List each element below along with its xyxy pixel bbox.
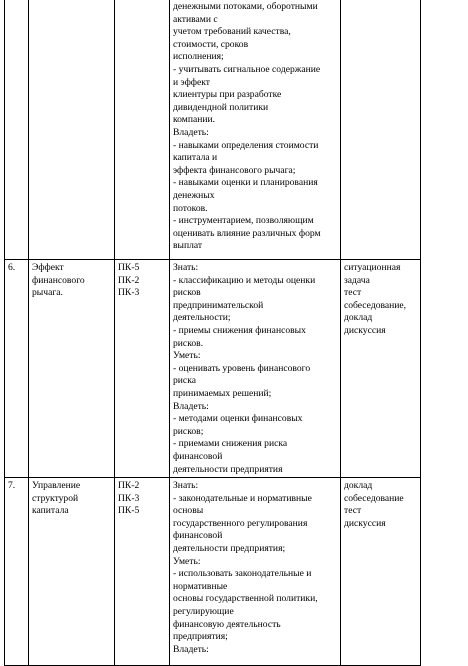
assessment-forms-cell-line: доклад <box>344 480 373 491</box>
assessment-forms-cell-line: дискуссия <box>344 324 386 336</box>
learning-results-cell-line: - оценивать уровень финансового <box>173 362 311 374</box>
row-number <box>5 0 29 260</box>
competencies-cell-line: ПК-2 <box>118 274 140 286</box>
topic-cell <box>29 0 115 260</box>
learning-results-cell-line: деятельности; <box>173 312 231 324</box>
learning-results-cell-line: - приемами снижения риска <box>173 438 288 450</box>
competencies-cell-line: ПК-5 <box>118 505 140 517</box>
learning-results-cell-line: деятельности предприятия <box>173 463 283 475</box>
learning-results-cell <box>170 0 341 260</box>
learning-results-cell-line: - методами оценки финансовых <box>173 413 303 425</box>
topic-cell-line: рычага. <box>32 287 63 299</box>
competencies-cell <box>115 478 170 666</box>
topic-cell-line: структурой <box>32 492 79 504</box>
assessment-forms-cell-line: собеседование <box>344 492 404 504</box>
learning-results-cell-line: риска <box>173 375 196 387</box>
assessment-forms-cell-line: тест <box>344 505 362 517</box>
learning-results-cell-line: деятельности предприятия; <box>173 542 286 554</box>
learning-results-cell-line: компании. <box>173 114 216 126</box>
assessment-forms-cell-line: собеседование, <box>344 299 407 311</box>
learning-results-cell <box>170 478 341 666</box>
assessment-forms-cell <box>341 0 421 260</box>
learning-results-cell-line: нормативные <box>173 580 228 592</box>
table-row <box>5 260 421 478</box>
topic-cell <box>29 260 115 478</box>
table-body <box>5 0 421 666</box>
learning-results-cell-line: Владеть: <box>173 643 209 655</box>
learning-results-cell-line: капитала и <box>173 152 218 164</box>
learning-results-cell-line: Уметь: <box>173 555 201 567</box>
topic-cell-line: капитала <box>32 505 69 517</box>
learning-results-cell-line: рисков <box>173 287 201 299</box>
learning-results-cell-line: потоков. <box>173 202 208 214</box>
learning-results-cell-line: рисков; <box>173 425 204 437</box>
learning-results-cell-line: Владеть: <box>173 126 209 138</box>
competencies-cell-line: ПК-3 <box>118 287 140 299</box>
competencies-cell-line: ПК-5 <box>118 262 140 273</box>
row-number <box>5 260 29 478</box>
learning-results-cell-line: Уметь: <box>173 350 201 362</box>
assessment-forms-cell-line: задача <box>344 274 370 286</box>
learning-results-cell-line: дивидендной политики <box>173 101 269 113</box>
learning-results-cell-line: предприятия; <box>173 631 228 643</box>
learning-results-cell-line: выплат <box>173 240 203 252</box>
assessment-forms-cell <box>341 478 421 666</box>
learning-results-cell-line: - классификацию и методы оценки <box>173 274 316 286</box>
assessment-forms-cell <box>341 260 421 478</box>
learning-results-cell-line: - навыками определения стоимости <box>173 139 319 151</box>
topic-cell <box>29 478 115 666</box>
learning-results-cell-line: клиентуры при разработке <box>173 89 282 101</box>
competencies-cell-line: ПК-3 <box>118 492 140 504</box>
learning-results-cell-line: - законодательные и нормативные <box>173 492 312 504</box>
learning-results-cell-line: и эффект <box>173 76 210 88</box>
competencies-cell <box>115 0 170 260</box>
learning-results-cell-line: финансовой <box>173 450 223 462</box>
learning-results-cell-line: предпринимательской <box>173 299 264 311</box>
learning-results-cell-line: Знать: <box>173 480 199 491</box>
learning-results-cell-line: финансовой <box>173 530 223 542</box>
assessment-forms-cell-line: доклад <box>344 312 373 324</box>
assessment-forms-cell-line: тест <box>344 287 362 299</box>
table-row <box>5 0 421 260</box>
learning-results-cell-line: основы государственной политики, <box>173 593 318 605</box>
learning-results-cell-line: регулирующие <box>173 605 234 617</box>
learning-results-cell-line: исполнения; <box>173 51 224 63</box>
assessment-forms-cell-line: дискуссия <box>344 517 386 529</box>
learning-results-cell-line: - приемы снижения финансовых <box>173 324 306 336</box>
learning-results-cell-line: денежными потоками, оборотными <box>173 1 318 12</box>
row-number-text: 6. <box>8 262 16 273</box>
learning-results-cell-line: эффекта финансового рычага; <box>173 164 296 176</box>
learning-results-cell-line: оценивать влияние различных форм <box>173 227 321 239</box>
learning-results-cell-line: Владеть: <box>173 400 209 412</box>
competencies-cell-line: ПК-2 <box>118 480 140 491</box>
topic-cell-line: Управление <box>32 480 81 491</box>
learning-results-cell <box>170 260 341 478</box>
competencies-cell <box>115 260 170 478</box>
table-row <box>5 478 421 666</box>
learning-results-cell-line: финансовую деятельность <box>173 618 281 630</box>
learning-results-cell-line: денежных <box>173 189 215 201</box>
learning-results-cell-line: - учитывать сигнальное содержание <box>173 63 321 75</box>
learning-results-cell-line: основы <box>173 505 204 517</box>
learning-results-cell-line: государственного регулирования <box>173 517 308 529</box>
learning-results-cell-line: стоимости, сроков <box>173 38 249 50</box>
assessment-forms-cell-line: ситуационная <box>344 262 401 273</box>
learning-results-cell-line: активами с <box>173 13 218 25</box>
row-number-text: 7. <box>8 480 16 491</box>
learning-results-cell-line: - использовать законодательные и <box>173 568 312 580</box>
learning-results-cell-line: учетом требований качества, <box>173 26 291 38</box>
learning-results-cell-line: рисков. <box>173 337 204 349</box>
row-number <box>5 478 29 666</box>
learning-results-cell-line: - навыками оценки и планирования <box>173 177 318 189</box>
learning-results-cell-line: Знать: <box>173 262 199 273</box>
topic-cell-line: финансового <box>32 274 85 286</box>
topic-cell-line: Эффект <box>32 262 64 273</box>
competency-table <box>4 0 421 666</box>
learning-results-cell-line: принимаемых решений; <box>173 387 272 399</box>
learning-results-cell-line: - инструментарием, позволяющим <box>173 215 314 227</box>
